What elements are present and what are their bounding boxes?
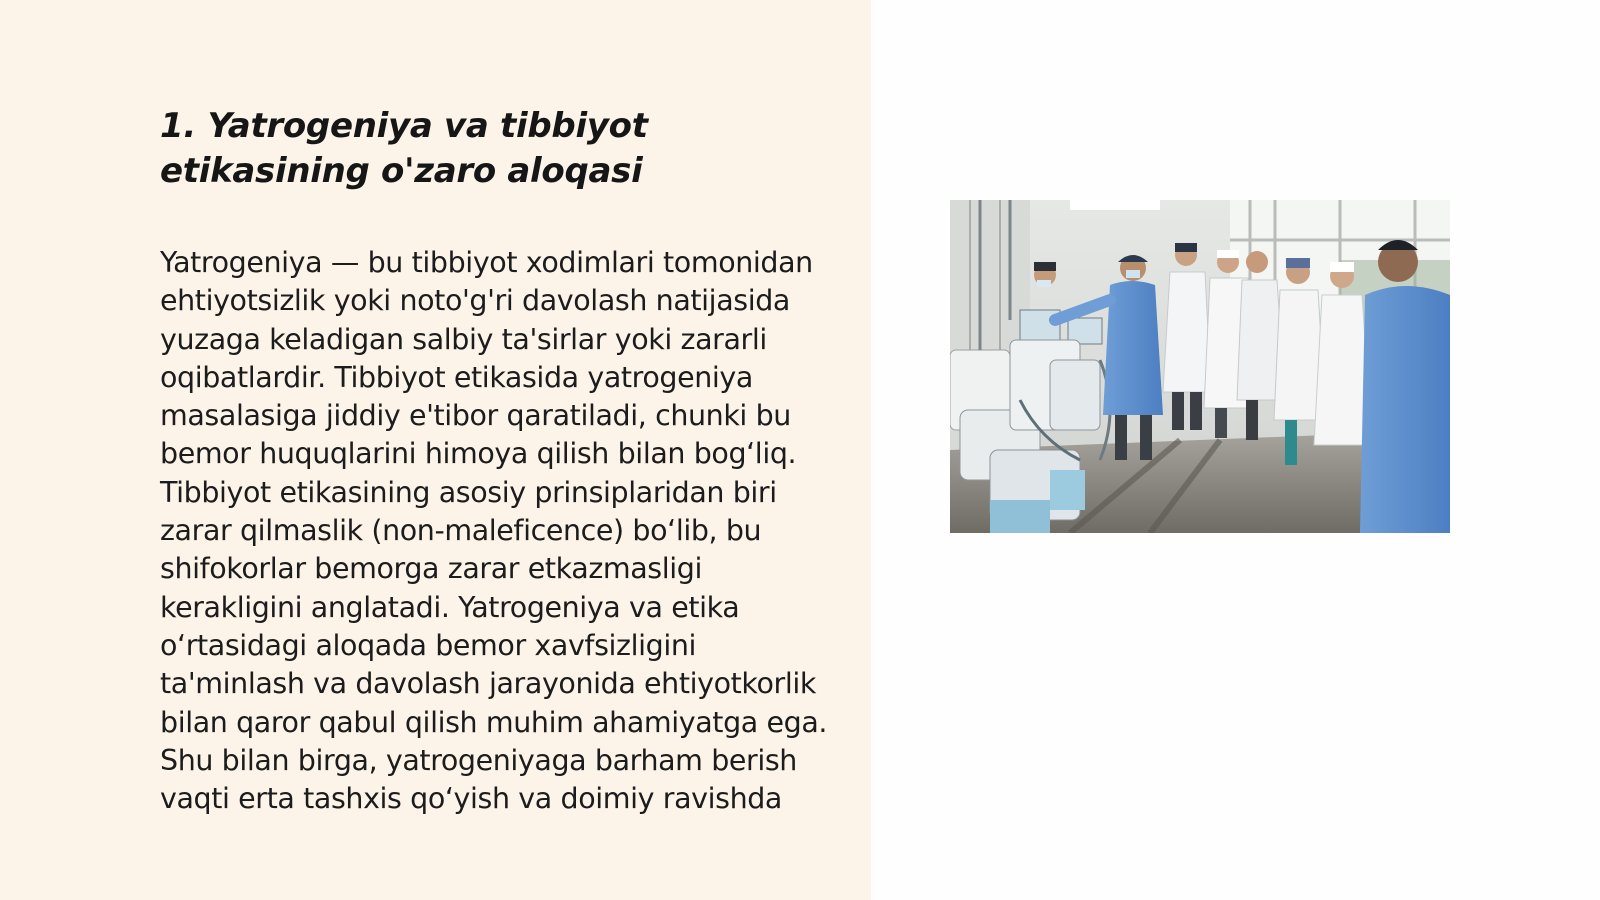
slide-title: 1. Yatrogeniya va tibbiyot etikasining o'zaro aloqasi bbox=[160, 106, 648, 191]
photo-medical-staff-ventilators bbox=[950, 200, 1450, 533]
slide-body-text: Yatrogeniya — bu tibbiyot xodimlari tomonidan ehtiyotsizlik yoki noto'g'ri davolash natijasida yuzaga keladigan salbiy ta'sirlar yoki zararli oqibatlardir. Tibbiyot etikasida yatrogeniya masalasiga jiddiy e'tibor qaratiladi, chunki bu bemor huquqlarini himoya qilish bilan bog‘liq. Tibbiyot etikasining asosiy prinsiplaridan biri zarar qilmaslik (non-maleficence) bo‘lib, bu shifokorlar bemorga zarar etkazmasligi kerakligini anglatadi. Yatrogeniya va etika o‘rtasidagi aloqada bemor xavfsizligini ta'minlash va davolash jarayonida ehtiyotkorlik bilan qaror qabul qilish muhim ahamiyatga ega. Shu bilan birga, yatrogeniyaga barham berish vaqti erta tashxis qo‘yish va doimiy ravishda bbox=[160, 246, 828, 816]
